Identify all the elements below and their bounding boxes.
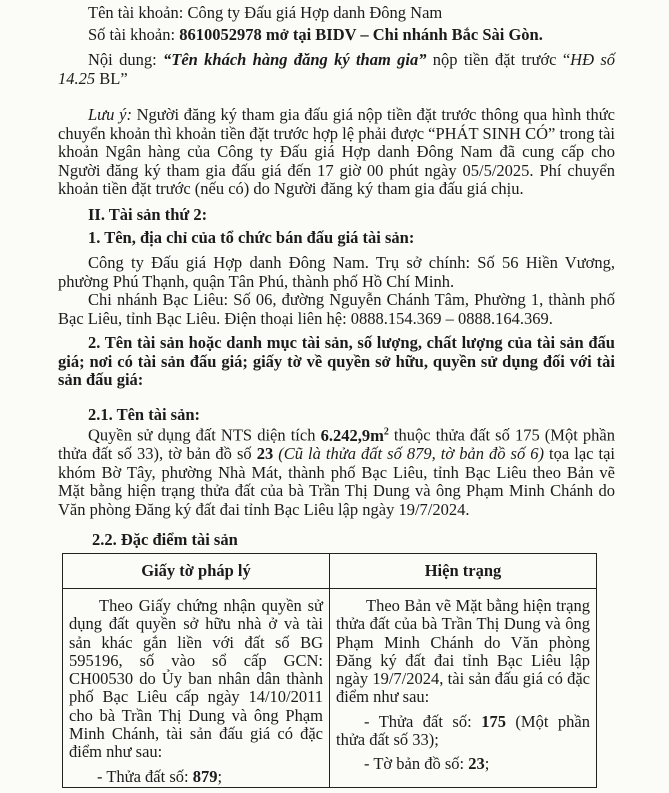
content-bold: “Tên khách hàng đăng ký tham gia” (162, 50, 427, 69)
table-header-row (63, 554, 597, 589)
asset-table (62, 553, 597, 788)
label: Số tài khoản: (88, 25, 180, 44)
label: - Thửa đất số: (364, 711, 482, 731)
list-item (336, 755, 590, 773)
legal-docs-text: Theo Giấy chứng nhận quyền sử dụng đất quyền sở hữu nhà ở và tài sản khác gắn liền với đất số BG 595196, số vào sổ cấp GCN: CH00530 do Ủy ban nhân dân thành phố Bạc Liêu cấp ngày 14/10/2011 cho bà Trần Thị Dung và ông Phạm Minh Chánh, tài sản đấu giá có đặc điểm như sau: (69, 596, 323, 762)
sub1-paragraph-2: Chi nhánh Bạc Liêu: Số 06, đường Nguyễn Chánh Tâm, Phường 1, thành phố Bạc Liêu, tỉnh Bạc Liêu. Điện thoại liên hệ: 0888.154.369 – 0888.164.369. (58, 290, 615, 328)
text: tọa lạc tại khóm Bờ Tây, phường Nhà Mát, thành phố Bạc Liêu, tỉnh Bạc Liêu theo Bản vẽ Mặt bằng hiện trạng thửa đất của bà Trần Thị Dung và ông Phạm Minh Chánh do Văn phòng Đăng ký đất đai tỉnh Bạc Liêu lập ngày 19/7/2024. (58, 444, 616, 519)
status-cell (330, 589, 597, 788)
map-number: 23 (256, 444, 274, 464)
sub1-paragraph-1: Công ty Đấu giá Hợp danh Đông Nam. Trụ sở chính: Số 56 Hiền Vương, phường Phú Thạnh, quận Tân Phú, thành phố Hồ Chí Minh. (58, 253, 615, 291)
text: thuộc thửa đất số 175 (Một phần thửa đất số 33), tờ bản đồ số (58, 425, 615, 464)
sub22-title: 2.2. Đặc điểm tài sản (92, 530, 238, 549)
note-label: Lưu ý: (88, 105, 132, 124)
transfer-content (58, 51, 615, 88)
legal-docs-cell (63, 589, 330, 788)
old-parcel-note: (Cũ là thửa đất số 879, tờ bản đồ số 6) (273, 444, 544, 464)
area-unit-sup: 2 (383, 426, 389, 437)
text: (Một phần thửa đất số 33); (336, 711, 590, 750)
sub2-title: 2. Tên tài sản hoặc danh mục tài sản, số lượng, chất lượng của tài sản đấu giá; nơi có tài sản đấu giá; giấy tờ về quyền sở hữu, quyền sử dụng đối với tài sản đấu giá: (58, 333, 615, 390)
sub21-paragraph (58, 423, 615, 519)
label: Tên tài khoản: (88, 3, 188, 22)
value: 879 (192, 766, 218, 786)
value: 23 (468, 754, 485, 774)
account-number-line (58, 26, 615, 45)
text: Quyền sử dụng đất NTS diện tích (88, 425, 321, 445)
list-item (69, 768, 323, 786)
label: Nội dung: (88, 50, 163, 69)
value: 175 (481, 711, 506, 731)
section-title: II. Tài sản thứ 2: (88, 205, 208, 224)
status-text: Theo Bản vẽ Mặt bằng hiện trạng thửa đất của bà Trần Thị Dung và ông Phạm Minh Chánh do Văn phòng Đăng ký đất đai tỉnh Bạc Liêu lập ngày 19/7/2024, tài sản đấu giá có đặc điểm như sau: (336, 596, 590, 707)
header-status: Hiện trạng (330, 554, 597, 589)
label: - Thửa đất số: (97, 766, 193, 786)
note-paragraph (58, 106, 615, 199)
account-number: 8610052978 mở tại BIDV – Chi nhánh Bắc Sài Gòn. (179, 25, 543, 44)
account-name: Công ty Đấu giá Hợp danh Đông Nam (187, 3, 443, 22)
list-item (336, 713, 590, 750)
area: 6.242,9m (320, 425, 384, 445)
content-end: BL” (95, 68, 128, 88)
label: - Tờ bản đồ số: (364, 754, 469, 774)
sub21-title: 2.1. Tên tài sản: (88, 405, 201, 424)
content-italic: HĐ số 14.25 (58, 50, 615, 88)
header-legal-docs: Giấy tờ pháp lý (63, 554, 330, 589)
text: ; (484, 754, 490, 774)
content-mid: nộp tiền đặt trước “ (426, 50, 571, 69)
note-text: Người đăng ký tham gia đấu giá nộp tiền đặt trước thông qua hình thức chuyển khoản thì khoản tiền đặt trước hợp lệ phải được “PHÁT SINH CÓ” trong tài khoản Ngân hàng của Công ty Đấu giá Hợp danh Đông Nam đã cung cấp cho Người đăng ký tham gia đấu giá đến 17 giờ 00 phút ngày 05/5/2025. Phí chuyển khoản tiền đặt trước (nếu có) do Người đăng ký tham gia đấu giá chịu. (58, 105, 615, 199)
table-row (63, 589, 597, 788)
text: ; (217, 766, 223, 786)
sub1-title: 1. Tên, địa chỉ của tổ chức bán đấu giá tài sản: (88, 228, 415, 247)
account-name-line (58, 4, 615, 23)
